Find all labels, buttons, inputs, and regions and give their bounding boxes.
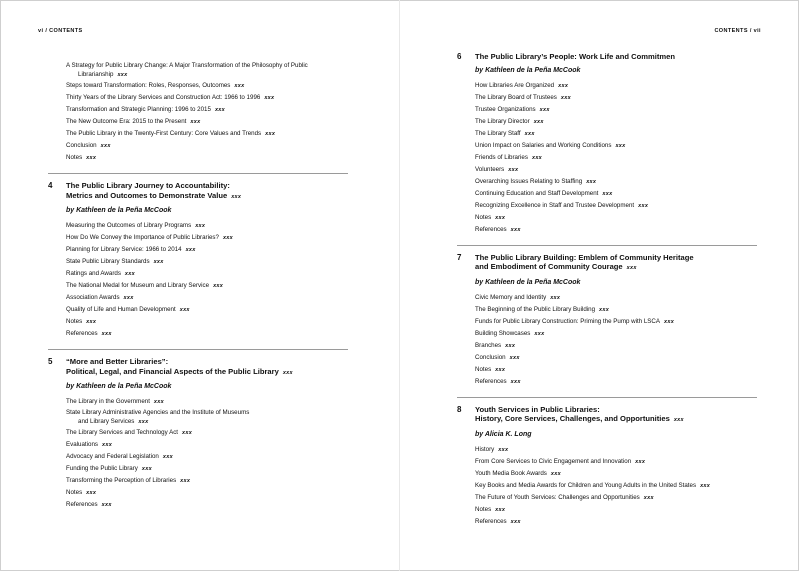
page-number-placeholder: xxx	[539, 106, 550, 113]
toc-entry-text: The Public Library in the Twenty-First Century: Core Values and Trends	[66, 130, 262, 137]
page-number-placeholder: xxx	[282, 369, 293, 376]
page-number-placeholder: xxx	[700, 482, 711, 489]
page-number-placeholder: xxx	[86, 490, 97, 496]
toc-entry[interactable]	[457, 468, 757, 480]
toc-entry-text: Notes	[475, 505, 492, 513]
toc-entry[interactable]	[457, 92, 757, 104]
page-number-placeholder: xxx	[510, 378, 521, 385]
toc-entry-text: History	[475, 445, 495, 453]
toc-entry-text: Friends of Libraries	[475, 153, 528, 161]
chapter-author: by Kathleen de la Peña McCook	[66, 383, 172, 390]
chapter-author: by Kathleen de la Peña McCook	[66, 207, 172, 214]
page-number-placeholder: xxx	[231, 193, 242, 200]
toc-entry[interactable]	[457, 304, 757, 316]
chapter-4	[48, 173, 348, 340]
page-number-placeholder: xxx	[531, 154, 543, 161]
toc-entry[interactable]	[457, 504, 757, 516]
right-page-column	[457, 52, 757, 528]
toc-entry[interactable]	[457, 516, 757, 528]
toc-entry[interactable]	[48, 268, 348, 280]
page-number-placeholder: xxx	[100, 143, 111, 149]
toc-entry-text: The Beginning of the Public Library Building	[475, 305, 596, 313]
page-number-placeholder: xxx	[182, 430, 193, 436]
toc-entry[interactable]	[457, 104, 757, 116]
toc-entry-text: Conclusion	[66, 142, 97, 149]
toc-entry-text: Steps toward Transformation: Roles, Responses, Outcomes	[66, 82, 231, 89]
page-number-placeholder: xxx	[86, 319, 97, 325]
page-number-placeholder: xxx	[508, 166, 519, 173]
chapter-title-line2: and Embodiment of Community Courage	[475, 262, 623, 271]
toc-entry[interactable]	[457, 492, 757, 504]
chapter-title-line2: Metrics and Outcomes to Demonstrate Value	[66, 190, 228, 200]
toc-entry-text: The Library Services and Technology Act	[66, 429, 179, 436]
toc-entry[interactable]	[48, 61, 348, 80]
toc-entry[interactable]	[457, 316, 757, 328]
toc-entry-text: Notes	[475, 213, 492, 221]
chapter-6	[457, 52, 757, 236]
toc-entry[interactable]	[457, 188, 757, 200]
page-number-placeholder: xxx	[101, 331, 112, 337]
toc-entry[interactable]	[48, 292, 348, 304]
toc-entry[interactable]	[457, 200, 757, 212]
chapter-title	[457, 253, 757, 274]
toc-entry[interactable]	[48, 408, 348, 427]
chapter-title-line1: The Public Library Journey to Accountability:	[66, 181, 230, 190]
toc-entry[interactable]	[457, 152, 757, 164]
toc-entry-text: The Future of Youth Services: Challenges and Opportunities	[475, 493, 640, 501]
toc-entry-text: A Strategy for Public Library Change: A Major Transformation of the Philosophy of Public	[66, 62, 308, 69]
page-number-placeholder: xxx	[265, 131, 276, 137]
page-number-placeholder: xxx	[615, 142, 626, 149]
toc-entry-text: The Library Board of Trustees	[475, 93, 557, 101]
toc-entry[interactable]	[48, 304, 348, 316]
chapter-8	[457, 397, 757, 528]
chapter-number: 4	[48, 181, 53, 190]
page-number-placeholder: xxx	[101, 502, 112, 508]
page-number-placeholder: xxx	[673, 417, 684, 423]
chapter-5	[48, 349, 348, 511]
toc-entry-text: How Libraries Are Organized	[475, 81, 555, 89]
toc-entry-text: Ratings and Awards	[66, 270, 121, 277]
toc-entry-text: Notes	[475, 365, 492, 373]
toc-entry[interactable]	[48, 316, 348, 328]
page-number-placeholder: xxx	[643, 494, 654, 501]
toc-entry-text: Quality of Life and Human Development	[66, 306, 176, 313]
toc-entry-text: References	[66, 330, 98, 337]
page-number-placeholder: xxx	[510, 518, 521, 525]
toc-entry[interactable]	[48, 256, 348, 268]
page-number-placeholder: xxx	[635, 458, 646, 465]
page-number-placeholder: xxx	[558, 82, 569, 89]
page-number-placeholder: xxx	[185, 247, 196, 253]
toc-entry[interactable]	[457, 224, 757, 236]
chapter-author: by Kathleen de la Peña McCook	[475, 66, 581, 74]
toc-entry-text: Notes	[66, 154, 83, 161]
page-number-placeholder: xxx	[117, 72, 128, 78]
toc-entry-text: Trustee Organizations	[475, 105, 536, 113]
toc-entry-text: Thirty Years of the Library Services and Construction Act: 1966 to 1996	[66, 94, 261, 101]
toc-entry[interactable]	[457, 128, 757, 140]
toc-entry[interactable]	[48, 80, 348, 92]
toc-entry-text: Association Awards	[66, 294, 120, 301]
page-number-placeholder: xxx	[195, 223, 206, 229]
page-number-placeholder: xxx	[533, 118, 544, 125]
toc-entry[interactable]	[457, 328, 757, 340]
toc-entry[interactable]	[48, 92, 348, 104]
toc-entry[interactable]	[457, 80, 757, 92]
page-number-placeholder: xxx	[124, 271, 135, 277]
toc-entry-text: Building Showcases	[475, 329, 531, 337]
page-number-placeholder: xxx	[180, 478, 191, 484]
page-number-placeholder: xxx	[510, 226, 521, 233]
toc-entry[interactable]	[48, 232, 348, 244]
chapter-title-line1: The Public Library Building: Emblem of Community Heritage	[475, 252, 694, 262]
page-number-placeholder: xxx	[495, 214, 506, 221]
toc-entry[interactable]	[457, 292, 757, 304]
toc-entry-text: State Public Library Standards	[66, 258, 150, 265]
toc-entry-continuation: Librarianship xxx	[78, 71, 128, 78]
page-number-placeholder: xxx	[86, 155, 97, 161]
chapter-title	[48, 357, 348, 378]
left-chapters	[48, 173, 348, 511]
toc-entry-text: The Library Director	[475, 117, 530, 125]
toc-entry-text: Measuring the Outcomes of Library Programs	[66, 222, 192, 229]
toc-entry-text: References	[475, 517, 507, 525]
page-number-placeholder: xxx	[179, 307, 190, 313]
toc-entry[interactable]	[48, 475, 348, 487]
toc-entry-text: The National Medal for Museum and Library Service	[66, 282, 210, 289]
chapter-title	[48, 181, 348, 202]
page-number-placeholder: xxx	[190, 119, 201, 125]
page-number-placeholder: xxx	[560, 94, 571, 101]
left-page-column	[48, 61, 348, 511]
toc-entry-text: Civic Memory and Identity	[475, 293, 547, 301]
toc-entry-text: Notes	[66, 318, 83, 325]
toc-entry[interactable]	[48, 499, 348, 511]
toc-entry[interactable]	[457, 376, 757, 388]
toc-entry-text: References	[66, 501, 98, 508]
page-number-placeholder: xxx	[498, 446, 509, 453]
running-head-right: CONTENTS / vii	[714, 28, 761, 34]
toc-entry-text: The Library Staff	[475, 129, 521, 137]
page-number-placeholder: xxx	[234, 83, 245, 89]
chapter-title	[457, 405, 757, 426]
toc-entry-text: How Do We Convey the Importance of Public Libraries?	[66, 234, 219, 241]
chapter-title-line1: The Public Library’s People: Work Life and Commitmen	[475, 52, 676, 61]
page-number-placeholder: xxx	[213, 283, 224, 289]
page-number-placeholder: xxx	[123, 295, 134, 301]
toc-entry[interactable]	[48, 280, 348, 292]
toc-entry[interactable]	[48, 463, 348, 475]
page-number-placeholder: xxx	[495, 366, 506, 373]
toc-entry[interactable]	[457, 164, 757, 176]
chapter-number: 5	[48, 357, 53, 366]
toc-entry[interactable]	[48, 451, 348, 463]
toc-entry-text: Recognizing Excellence in Staff and Trustee Development	[475, 201, 635, 209]
chapter-title-line1: “More and Better Libraries”:	[66, 357, 169, 366]
chapter-number: 6	[457, 52, 462, 61]
page-number-placeholder: xxx	[214, 107, 226, 113]
toc-entry-text: Union Impact on Salaries and Working Conditions	[475, 141, 612, 149]
page-number-placeholder: xxx	[602, 190, 613, 197]
toc-entry[interactable]	[457, 212, 757, 224]
toc-entry[interactable]	[48, 116, 348, 128]
toc-entry[interactable]	[457, 456, 757, 468]
toc-entry-text: Conclusion	[475, 353, 506, 361]
toc-entry-text: References	[475, 377, 507, 385]
chapter-number: 8	[457, 404, 462, 414]
toc-entry[interactable]	[457, 352, 757, 364]
toc-entry-text: Evaluations	[66, 441, 98, 448]
page-number-placeholder: xxx	[264, 95, 275, 101]
toc-entry[interactable]	[48, 439, 348, 451]
toc-entry-text: Transforming the Perception of Libraries	[66, 477, 177, 484]
toc-entry-text: The Library in the Government	[66, 398, 150, 405]
page-number-placeholder: xxx	[626, 265, 637, 271]
toc-entry[interactable]	[457, 340, 757, 352]
toc-entry-text: References	[475, 225, 507, 233]
toc-entry-text: Funds for Public Library Construction: Priming the Pump with LSCA	[475, 317, 661, 325]
chapter-author: by Kathleen de la Peña McCook	[475, 278, 581, 286]
page-number-placeholder: xxx	[153, 399, 164, 405]
toc-entry-text: Youth Media Book Awards	[475, 469, 547, 477]
page-number-placeholder: xxx	[162, 454, 173, 460]
page-number-placeholder: xxx	[153, 259, 164, 265]
chapter-title-line2: History, Core Services, Challenges, and Opportunities	[475, 414, 670, 423]
toc-entry-text: Continuing Education and Staff Development	[475, 189, 599, 197]
page-number-placeholder: xxx	[664, 318, 675, 325]
toc-entry[interactable]	[457, 364, 757, 376]
toc-entry[interactable]	[457, 176, 757, 188]
toc-entry-text: Volunteers	[475, 165, 505, 173]
toc-entry-text: The New Outcome Era: 2015 to the Present	[66, 118, 187, 125]
chapter-number: 7	[457, 252, 462, 262]
running-head-left: vi / CONTENTS	[38, 28, 83, 34]
toc-entry[interactable]	[457, 140, 757, 152]
page-number-placeholder: xxx	[509, 354, 520, 361]
toc-entry[interactable]	[457, 480, 757, 492]
toc-entry-text: State Library Administrative Agencies and the Institute of Museums	[66, 409, 250, 416]
page-number-placeholder: xxx	[586, 178, 597, 185]
toc-entry[interactable]	[48, 104, 348, 116]
chapter-title	[457, 52, 757, 62]
toc-entry-text: Notes	[66, 489, 83, 496]
toc-entry[interactable]	[48, 396, 348, 408]
page-number-placeholder: xxx	[534, 330, 545, 337]
toc-entry[interactable]	[48, 427, 348, 439]
spine-gutter	[399, 0, 400, 571]
page-number-placeholder: xxx	[550, 470, 561, 477]
page-number-placeholder: xxx	[505, 342, 516, 349]
page-number-placeholder: xxx	[550, 294, 561, 301]
toc-entry-text: Key Books and Media Awards for Children and Young Adults in the United States	[475, 481, 697, 489]
page-number-placeholder: xxx	[495, 506, 506, 513]
toc-entry[interactable]	[48, 140, 348, 152]
page-number-placeholder: xxx	[222, 235, 234, 241]
toc-entry-continuation: and Library Services xxx	[78, 418, 149, 425]
toc-entry[interactable]	[48, 152, 348, 164]
toc-entry[interactable]	[457, 116, 757, 128]
toc-entry-text: Advocacy and Federal Legislation	[66, 453, 159, 460]
toc-entry-text: Transformation and Strategic Planning: 1996 to 2015	[66, 106, 211, 113]
toc-entry[interactable]	[48, 128, 348, 140]
chapter-title-line1: Youth Services in Public Libraries:	[475, 404, 600, 414]
chapter-author: by Alicia K. Long	[475, 430, 532, 438]
toc-entry[interactable]	[457, 444, 757, 456]
chapter-7	[457, 245, 757, 388]
toc-entry[interactable]	[48, 328, 348, 340]
toc-entry[interactable]	[48, 220, 348, 232]
toc-entry-text: Planning for Library Service: 1966 to 2014	[66, 246, 182, 253]
toc-entry-text: Funding the Public Library	[66, 465, 138, 472]
toc-entry[interactable]	[48, 487, 348, 499]
toc-entry-text: From Core Services to Civic Engagement and Innovation	[475, 457, 632, 465]
page-number-placeholder: xxx	[141, 466, 152, 472]
toc-entry[interactable]	[48, 244, 348, 256]
toc-entry-text: Branches	[475, 341, 502, 349]
page-number-placeholder: xxx	[524, 130, 535, 137]
right-chapters	[457, 52, 757, 528]
page-number-placeholder: xxx	[102, 442, 113, 448]
page-number-placeholder: xxx	[599, 306, 610, 313]
chapter-3-continued	[48, 61, 348, 164]
page-number-placeholder: xxx	[138, 419, 149, 425]
chapter-title-line2: Political, Legal, and Financial Aspects of the Public Library	[66, 366, 279, 376]
toc-entry-text: Overarching Issues Relating to Staffing	[475, 177, 583, 185]
page-number-placeholder: xxx	[638, 202, 649, 209]
